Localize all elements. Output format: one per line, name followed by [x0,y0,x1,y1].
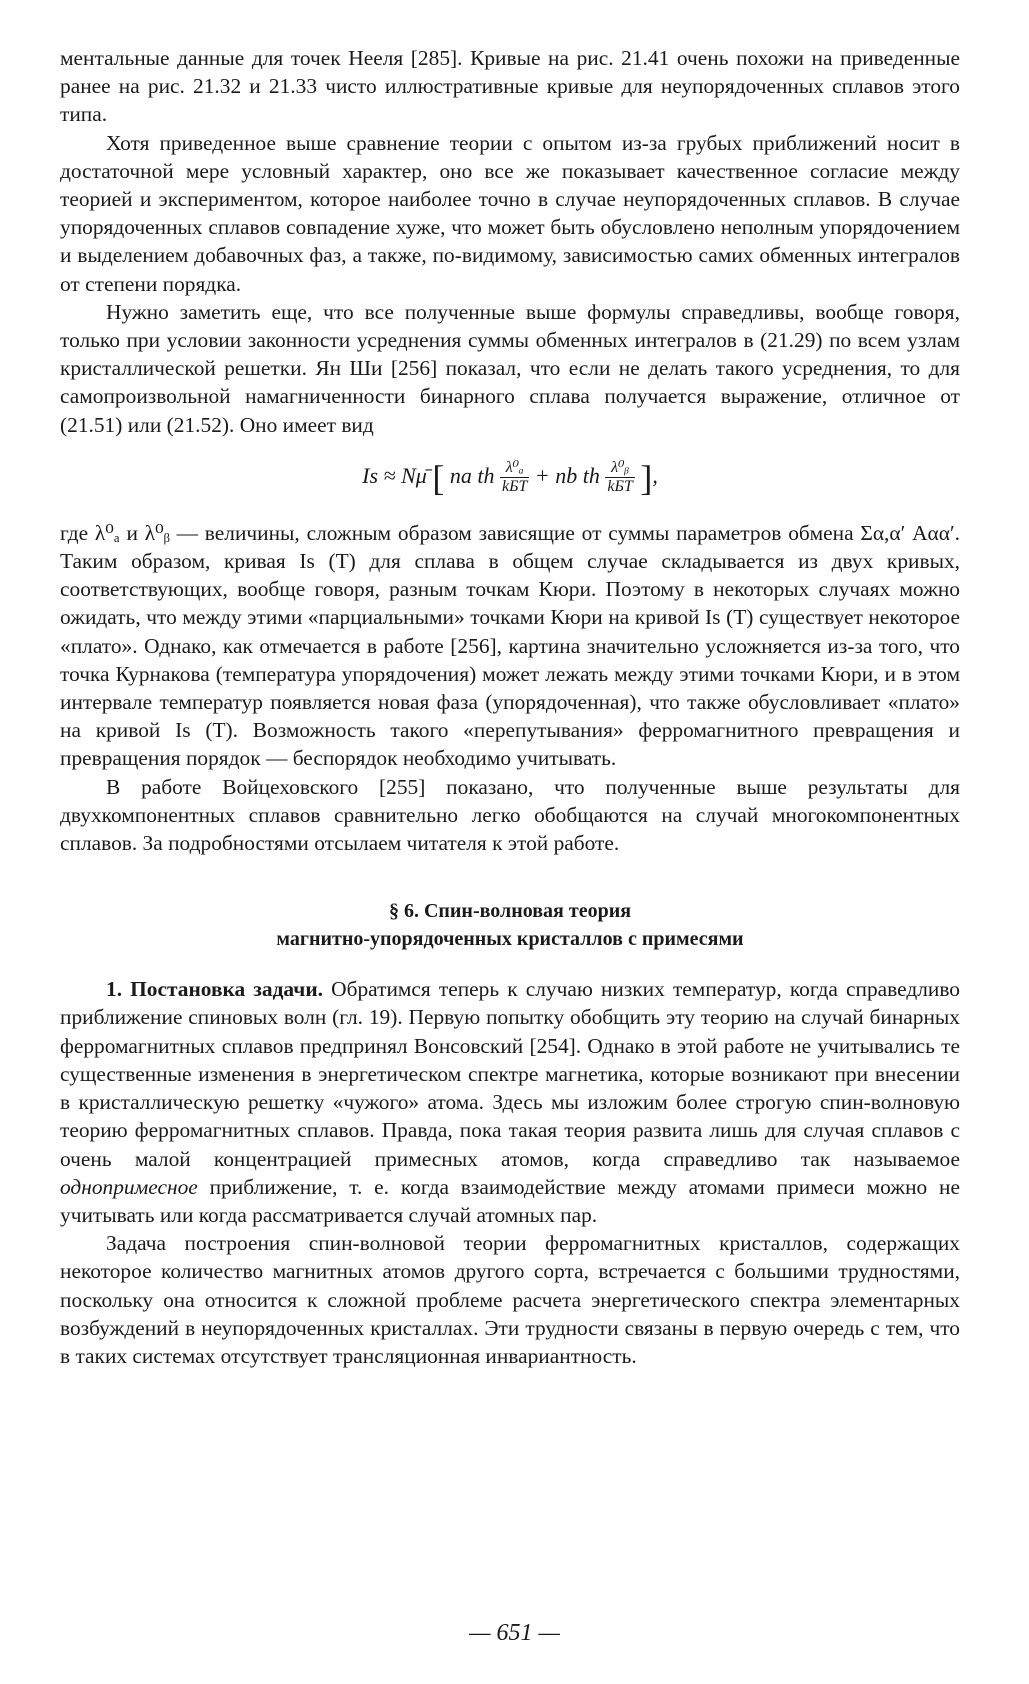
paragraph-7: Задача построения спин-волновой теории ферромагнитных кристаллов, содержащих некоторое количество магнитных атомов другого сорта, встречается с большими трудностями, поскольку она относится к сложной проблеме расчета энергетического спектра элементарных возбуждений в неупорядоченных кристаллах. Эти трудности связаны в первую очередь с тем, что в таких системах отсутствует трансляционная инвариантность. [60,1231,960,1368]
formula-num-b: λ⁰ᵦ [605,459,634,478]
paragraph-6-tail: приближение, т. е. когда взаимодействие между атомами примеси можно не учитывать или когда рассматривается случай атомных пар. [60,1174,960,1227]
paragraph-6-text: Обратимся теперь к случаю низких температур, когда справедливо приближение спиновых волн (гл. 19). Первую попытку обобщить эту теорию на случай бинарных ферромагнитных сплавов предпринял Вонсовский [254]. Однако в этой работе не учитывались те существенные изменения в энергетическом спектре магнетика, которые возникают при внесении в кристаллическую решетку «чужого» атома. Здесь мы изложим более строгую спин-волновую теорию ферромагнитных сплавов. Правда, пока такая теория развита лишь для случая сплавов с очень малой концентрацией примесных атомов, когда справедливо так называемое [60,977,960,1171]
formula-term-b: + nb th [534,462,600,488]
formula-den-a: kБT [501,478,528,496]
formula-fraction-a [500,459,529,496]
formula-fraction-b [605,459,634,496]
page-number: — 651 — [469,1620,560,1646]
paragraph-4: где λ⁰ₐ и λ⁰ᵦ — величины, сложным образом зависящие от суммы параметров обмена Σα,α′ Aαα′. Таким образом, кривая Is (T) для сплава в общем случае складывается из двух кривых, соответствующих, вообще говоря, разным точкам Кюри. Поэтому в некоторых случаях можно ожидать, что между этими «парциальными» точками Кюри на кривой Is (T) существует некоторое «плато». Однако, как отмечается в работе [256], картина значительно усложняется из-за того, что точка Курнакова (температура упорядочения) может лежать между этими точками Кюри, и в этом интервале температур появляется новая фаза (упорядоченная), что также обусловливает «плато» на кривой Is (T). Возможность такого «перепутывания» ферромагнитного превращения и превращения порядок — беспорядок необходимо учитывать. [60,520,960,771]
formula-tail: , [652,462,658,488]
formula-lhs: Is ≈ Nμ̄ [362,462,427,488]
formula-bracket-open: [ [432,457,445,498]
section-title-line2: магнитно-упорядоченных кристаллов с примесями [276,928,744,951]
formula-den-b: kБT [607,478,633,496]
section-heading [60,897,960,953]
subsection-lead: 1. Постановка задачи. [106,977,323,1002]
paragraph-5: В работе Войцеховского [255] показано, что полученные выше результаты для двухкомпонентных сплавов сравнительно легко обобщаются на случай многокомпонентных сплавов. За подробностями отсылаем читателя к этой работе. [60,774,960,856]
formula-num-a: λ⁰ₐ [500,459,529,478]
paragraph-1: ментальные данные для точек Нееля [285]. Кривые на рис. 21.41 очень похожи на приведенные ранее на рис. 21.32 и 21.33 чисто иллюстративные кривые для неупорядоченных сплавов этого типа. [60,46,960,127]
formula-magnetization [60,457,960,505]
paragraph-6-emphasis: однопримесное [60,1174,198,1199]
paragraph-3: Нужно заметить еще, что все полученные выше формулы справедливы, вообще говоря, только при условии законности усреднения суммы обменных интегралов в (21.29) по всем узлам кристаллической решетки. Ян Ши [256] показал, что если не делать такого усреднения, то для самопроизвольной намагниченности бинарного сплава получается выражение, отличное от (21.51) или (21.52). Оно имеет вид [60,299,960,437]
section-title-line1: § 6. Спин-волновая теория [388,900,632,923]
formula-bracket-close: ] [640,457,653,498]
paragraph-2: Хотя приведенное выше сравнение теории с опытом из-за грубых приближений носит в достаточной мере условный характер, оно все же показывает качественное согласие между теорией и экспериментом, которое наиболее точно в случае неупорядоченных сплавов. В случае упорядоченных сплавов совпадение хуже, что может быть обусловлено неполным упорядочением и выделением добавочных фаз, а также, по-видимому, зависимостью самих обменных интегралов от степени порядка. [60,130,960,296]
paragraph-6 [60,975,960,1229]
page-body [60,44,960,1370]
formula-term-a: na th [449,462,495,488]
